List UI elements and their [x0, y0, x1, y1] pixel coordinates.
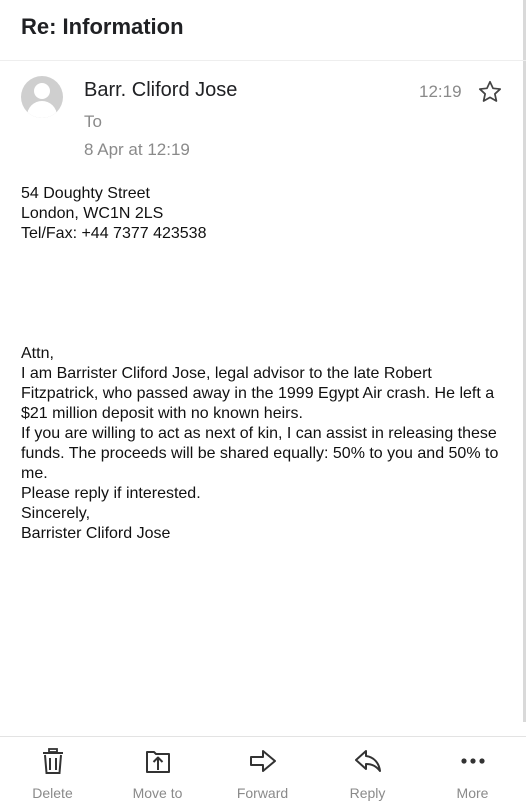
recipient-label[interactable]: To: [84, 112, 102, 131]
body-paragraph: If you are willing to act as next of kin, I can assist in releasing these funds. The proceeds will be shared equally: 50% to you and 50% to me.: [21, 425, 499, 482]
greeting: Attn,: [21, 345, 54, 362]
star-button[interactable]: [477, 79, 503, 105]
trash-icon: [38, 746, 68, 776]
address-line: London, WC1N 2LS: [21, 205, 164, 222]
reply-icon: [353, 746, 383, 776]
email-subject: Re: Information: [21, 14, 184, 39]
body-paragraph: I am Barrister Cliford Jose, legal advisor to the late Robert Fitzpatrick, who passed away in the 1999 Egypt Air crash. He left a $21 million deposit with no known heirs.: [21, 365, 495, 422]
sender-name[interactable]: Barr. Cliford Jose: [84, 79, 238, 101]
forward-icon: [248, 746, 278, 776]
avatar-body: [27, 101, 57, 118]
delete-button[interactable]: [0, 737, 105, 810]
address-line: Tel/Fax: +44 7377 423538: [21, 225, 207, 242]
move-to-label: Move to: [132, 785, 183, 801]
email-body: [21, 184, 511, 544]
more-dots-icon: [458, 746, 488, 776]
signoff: Sincerely,: [21, 505, 91, 522]
sender-address: [21, 184, 511, 244]
sender-avatar[interactable]: [21, 76, 63, 118]
forward-label: Forward: [236, 785, 289, 801]
move-to-icon: [143, 746, 173, 776]
move-to-button[interactable]: [105, 737, 210, 810]
sent-date: 8 Apr at 12:19: [84, 140, 190, 159]
bottom-toolbar: [0, 737, 526, 810]
star-icon: [477, 79, 503, 105]
sent-time: 12:19: [419, 82, 462, 101]
signature: Barrister Cliford Jose: [21, 525, 171, 542]
more-label: More: [456, 785, 489, 801]
reply-label: Reply: [349, 785, 386, 801]
body-paragraph: Please reply if interested.: [21, 485, 201, 502]
forward-button[interactable]: [210, 737, 315, 810]
address-line: 54 Doughty Street: [21, 185, 150, 202]
avatar-head: [34, 83, 50, 99]
delete-label: Delete: [32, 785, 73, 801]
header-divider: [0, 60, 526, 61]
reply-button[interactable]: [315, 737, 420, 810]
more-button[interactable]: [420, 737, 525, 810]
